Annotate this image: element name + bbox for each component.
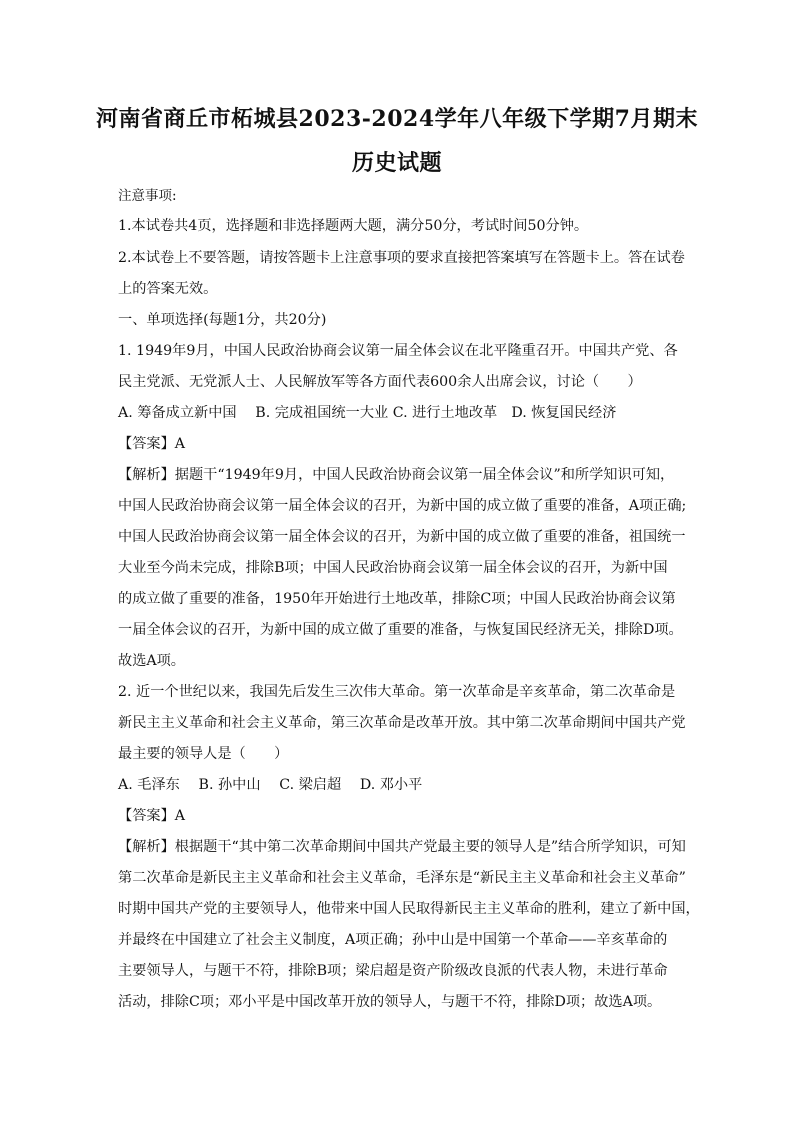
- q1-analysis-line: 大业至今尚未完成，排除B项；中国人民政治协商会议第一届全体会议的召开，为新中国: [118, 560, 668, 576]
- exam-subtitle: 历史试题: [351, 150, 442, 176]
- q1-analysis-line: 故选A项。: [118, 653, 185, 669]
- notice-heading: 注意事项:: [118, 188, 177, 204]
- q1-analysis-line: 中国人民政治协商会议第一届全体会议的召开，为新中国的成立做了重要的准备，A项正确;: [118, 498, 687, 514]
- exam-title: 河南省商丘市柘城县2023-2024学年八年级下学期7月期末: [96, 106, 698, 132]
- q1-answer: 【答案】A: [118, 436, 185, 452]
- q2-analysis-line: 主要领导人，与题干不符，排除B项；梁启超是资产阶级改良派的代表人物，未进行革命: [118, 963, 668, 979]
- q1-options: A. 筹备成立新中国 B. 完成祖国统一大业 C. 进行土地改革 D. 恢复国民经济: [118, 405, 617, 421]
- q2-analysis-line: 并最终在中国建立了社会主义制度，A项正确；孙中山是中国第一个革命——辛亥革命的: [118, 932, 668, 948]
- q2-stem-line-2: 新民主主义革命和社会主义革命，第三次革命是改革开放。其中第二次革命期间中国共产党: [118, 715, 686, 731]
- q2-analysis-line: 活动，排除C项；邓小平是中国改革开放的领导人，与题干不符，排除D项；故选A项。: [118, 994, 662, 1010]
- q2-stem-line-3: 最主要的领导人是（ ）: [118, 746, 289, 762]
- q2-analysis-line: 【解析】根据题干“其中第二次革命期间中国共产党最主要的领导人是”结合所学知识，可知: [118, 839, 686, 855]
- notice-item-1: 1.本试卷共4页，选择题和非选择题两大题，满分50分，考试时间50分钟。: [118, 218, 589, 234]
- q1-analysis-line: 一届全体会议的召开，为新中国的成立做了重要的准备，与恢复国民经济无关，排除D项。: [118, 622, 683, 638]
- q1-analysis-line: 的成立做了重要的准备，1950年开始进行土地改革，排除C项；中国人民政治协商会议第: [118, 591, 676, 607]
- q2-stem-line-1: 2. 近一个世纪以来，我国先后发生三次伟大革命。第一次革命是辛亥革命，第二次革命是: [118, 684, 676, 700]
- section-heading: 一、单项选择(每题1分，共20分): [118, 312, 327, 328]
- q2-answer: 【答案】A: [118, 808, 185, 824]
- q1-stem-line-2: 民主党派、无党派人士、人民解放军等各方面代表600余人出席会议，讨论（ ）: [118, 374, 642, 390]
- q2-analysis-line: 第二次革命是新民主主义革命和社会主义革命，毛泽东是“新民主主义革命和社会主义革命”: [118, 870, 686, 886]
- notice-item-2-line-1: 2.本试卷上不要答题，请按答题卡上注意事项的要求直接把答案填写在答题卡上。答在试卷: [118, 250, 685, 266]
- q1-stem-line-1: 1. 1949年9月，中国人民政治协商会议第一届全体会议在北平隆重召开。中国共产党、各: [118, 343, 678, 359]
- notice-item-2-line-2: 上的答案无效。: [118, 281, 218, 297]
- q1-analysis-line: 【解析】据题干“1949年9月，中国人民政治协商会议第一届全体会议”和所学知识可知，: [118, 467, 675, 483]
- q2-options: A. 毛泽东 B. 孙中山 C. 梁启超 D. 邓小平: [118, 777, 423, 793]
- q1-analysis-line: 中国人民政治协商会议第一届全体会议的召开，为新中国的成立做了重要的准备，祖国统一: [118, 529, 686, 545]
- q2-analysis-line: 时期中国共产党的主要领导人，他带来中国人民取得新民主主义革命的胜利，建立了新中国，: [118, 901, 700, 917]
